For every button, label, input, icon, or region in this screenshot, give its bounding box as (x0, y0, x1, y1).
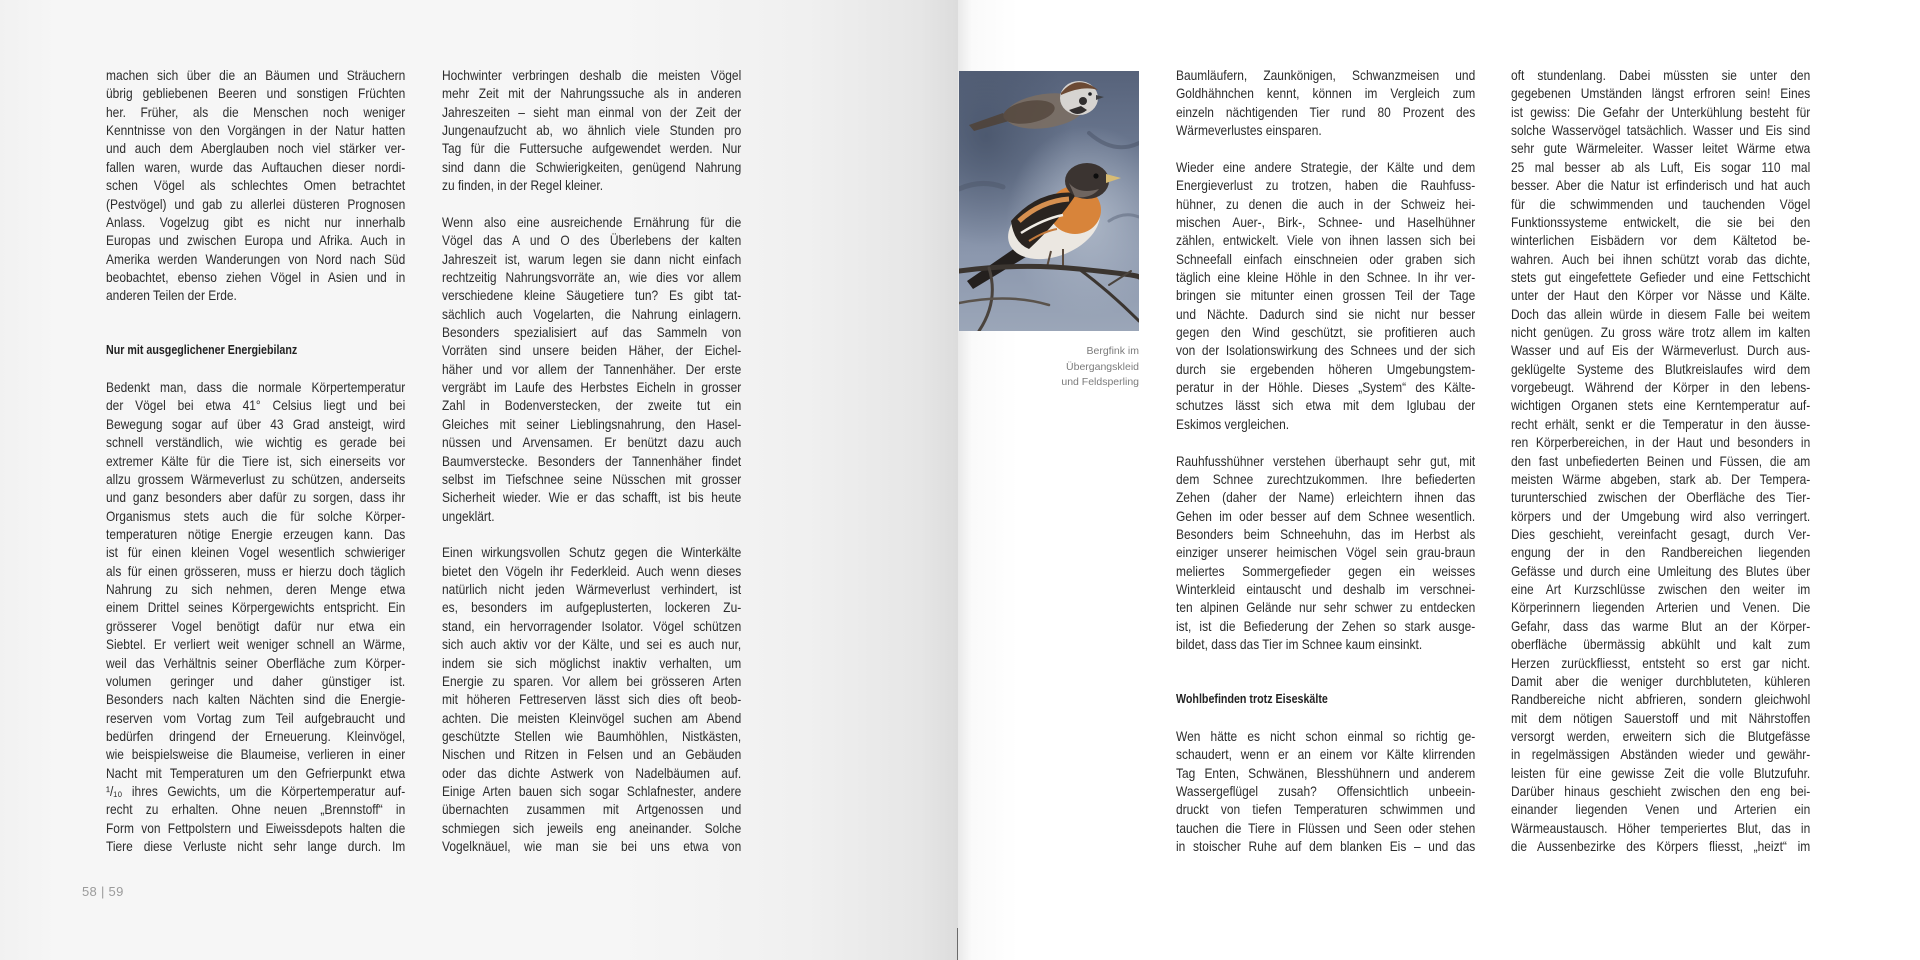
text-line: turunterschied zwischen der Oberfläche des Tier- (1511, 489, 1811, 506)
text-line: machen sich über die an Bäumen und Sträuchern (106, 67, 406, 83)
text-line: den fast unbefiederten Beinen und Füssen, die am (1511, 452, 1811, 469)
text-line: besser. Aber die Natur ist erfinderisch und hat auch (1511, 177, 1811, 194)
text-line: in stoischer Ruhe auf dem blanken Eis – und das (1176, 838, 1476, 855)
text-line: tauchen die Tiere in Flüssen und Seen oder stehen (1176, 819, 1476, 836)
caption-line: Bergfink im (1086, 345, 1139, 357)
text-line: einziger unserer heimischen Vögel sein grau-braun (1176, 544, 1476, 561)
text-line: hühner, zu denen die auch in der Schweiz hei- (1176, 195, 1476, 212)
text-line: Wieder eine andere Strategie, der Kälte und dem (1176, 158, 1476, 175)
text-line: Bewegung sogar auf über 43 Grad ansteigt, wird (106, 415, 406, 432)
text-line: und Nächte. Dadurch sind sie nicht nur besser (1176, 305, 1476, 322)
text-line: die Aussenbezirke des Körpers fliesst, „heizt“ im (1511, 838, 1811, 855)
text-line: Wenn also eine ausreichende Ernährung für die (442, 213, 742, 230)
paragraph (1176, 66, 1475, 139)
text-line: Wärmeverlustes einsparen. (1176, 122, 1322, 139)
text-line: Jahreszeit ist, warum legen sie dann nicht einfach (442, 250, 742, 267)
text-line: peratur in der Höhle. Dieses „System“ des Kälte- (1176, 379, 1476, 396)
text-line: Herzen zurückfliesst, entsteht so erst gar nicht. (1511, 654, 1811, 671)
text-line: Siebtel. Er verliert weit weniger schnell an Wärme, (106, 636, 406, 653)
text-line: (Pestvögel) und gab zu allerlei düsteren Prognosen (106, 195, 406, 212)
text-line: zählen, entwickelt. Viele von ihnen lassen sich bei (1176, 232, 1476, 249)
text-line: Funktionssysteme entwickelt, die sie bei den (1511, 213, 1811, 230)
text-line: schutzes lässt sich etwa mit dem Iglubau der (1176, 397, 1476, 414)
text-line: einander liegenden Venen und Arterien ein (1511, 801, 1811, 818)
text-line: Körperinnern liegenden Arterien und Venen. Die (1511, 599, 1811, 616)
text-line: Organismus stets auch die für solche Körper- (106, 507, 406, 524)
text-line: mit dem nötigen Sauerstoff und mit Nährstoffen (1511, 709, 1811, 726)
paragraph (1176, 158, 1475, 433)
text-line: Doch das allein würde in diesem Falle bei weitem (1511, 305, 1811, 322)
text-line: einem Drittel seines Körpergewichts entspricht. Ein (106, 599, 406, 616)
section-heading: Wohlbefinden trotz Eiseskälte (1176, 692, 1328, 707)
text-line: sich auch aktiv vor der Kälte, und sei es auch nur, (442, 636, 742, 653)
text-line: anderen Teilen der Erde. (106, 287, 237, 304)
text-line: Einen wirkungsvollen Schutz gegen die Winterkälte (442, 544, 742, 561)
text-line: beobachtet, ebenso ziehen Vögel in Asien und in (106, 268, 406, 285)
paragraph (106, 66, 405, 305)
text-line: Europas und zwischen Europa und Afrika. Auch in (106, 232, 406, 249)
text-line: Gefässe und durch eine Umleitung des Blutes über (1511, 562, 1811, 579)
text-line: der Vögel bei etwa 41° Celsius liegt und bei (106, 397, 406, 414)
text-line: winterlichen Eisbädern vor dem Kältetod be- (1511, 232, 1811, 249)
text-line: recht erhält, senkt er die Temperatur in den äusse- (1511, 415, 1811, 432)
text-line: Wen hätte es nicht schon einmal so richtig ge- (1176, 727, 1476, 744)
text-line: schnell verständlich, wie wichtig es gerade bei (106, 434, 406, 451)
text-line: volumen geringer und daher günstiger ist. (106, 672, 406, 689)
text-line: natürlich nicht jeden Wärmeverlust verhindert, ist (442, 581, 742, 598)
text-line: Nischen und Ritzen in Felsen und an Gebäuden (442, 746, 742, 763)
text-line: gegebenen Umständen längst erfroren sein! Eines (1511, 85, 1811, 102)
text-line: achten. Die meisten Kleinvögel suchen am Abend (442, 709, 742, 726)
text-line: Wassergeflügel zusah? Offensichtlich unbeein- (1176, 783, 1476, 800)
text-line: rechtzeitig Nahrungsvorräte an, wie dies vor allem (442, 268, 742, 285)
text-line: Hochwinter verbringen deshalb die meisten Vögel (442, 67, 742, 83)
bird-photo (959, 71, 1139, 331)
text-line: oberfläche übermässig abkühlt und kalt zum (1511, 636, 1811, 653)
text-column (1176, 66, 1475, 855)
text-line: fallen waren, wurde das Auftauchen dieser nordi- (106, 158, 406, 175)
text-line: Dies geschieht, vereinfacht gesagt, durch Ver- (1511, 525, 1811, 542)
text-line: sächlich auch Vogelarten, die Nahrung einlagern. (442, 305, 742, 322)
text-line: Anlass. Vogelzug gibt es nicht nur innerhalb (106, 213, 406, 230)
text-line: Energie zu sparen. Vor allem bei grösseren Arten (442, 672, 742, 689)
text-line: Form von Fettpolstern und Eiweissdepots halten die (106, 819, 406, 836)
text-line: temperaturen nötige Energie erzeugen kann. Das (106, 526, 406, 542)
text-line: schmiegen sich jeweils eng aneinander. Solche (442, 819, 742, 836)
text-line: ist für einen kleinen Vogel wesentlich schwieriger (106, 544, 406, 561)
text-line: Tag für die Futtersuche aufgewendet werden. Nur (442, 140, 742, 157)
text-line: Winterkleid eintauscht und deshalb im verschnei- (1176, 581, 1476, 598)
text-line: und ganz besonders aber dafür zu sorgen, dass ihr (106, 489, 406, 506)
text-line: weil das Verhältnis seiner Oberfläche zum Körper- (106, 654, 406, 671)
text-line: geklügelte Systeme des Blutkreislaufes wird dem (1511, 360, 1811, 377)
text-line: schen Vögel als schlechtes Omen betrachtet (106, 177, 406, 194)
paragraph (1511, 66, 1810, 855)
text-line: engung der in den Randbereichen liegenden (1511, 544, 1811, 561)
text-line: extremer Kälte für die Tiere ist, sich einerseits vor (106, 452, 406, 469)
text-line: durch sie ergebenden höheren Umgebungstem- (1176, 360, 1476, 377)
paragraph (106, 378, 405, 855)
text-line: es, besonders im aufgeplusterten, lockeren Zu- (442, 599, 742, 616)
text-line: Nacht mit Temperaturen um den Gefrierpunkt etwa (106, 764, 406, 781)
text-line: leisten für eine gewisse Zeit die volle Blutzufuhr. (1511, 764, 1811, 781)
text-line: Gehen im oder besser auf dem Schnee wesentlich. (1176, 507, 1476, 524)
text-line: Nahrung zu sich nehmen, deren Menge etwa (106, 581, 406, 598)
paragraph (442, 213, 741, 525)
text-line: ist, ist die Befiederung der Zehen so stark ausge- (1176, 617, 1476, 634)
paragraph (442, 543, 741, 855)
text-line: Amerika werden Wanderungen von Nord nach Süd (106, 250, 406, 267)
text-line: mit höheren Fettreserven lässt sich dies oft beob- (442, 691, 742, 708)
text-line: her. Früher, als die Menschen noch weniger (106, 103, 406, 120)
text-line: Baumverstecke. Besonders der Tannenhäher findet (442, 452, 742, 469)
paragraph (1176, 452, 1475, 654)
text-line: wie beispielsweise die Blaumeise, verlieren in einer (106, 746, 406, 763)
text-line: Schneefall einfach einschneien oder graben sich (1176, 250, 1476, 267)
text-line: oft stundenlang. Dabei müssten sie unter den (1511, 67, 1811, 83)
text-line: Goldhähnchen kennt, können im Vergleich zum (1176, 85, 1476, 102)
text-column (442, 66, 741, 855)
text-line: Energieverlust zu trotzen, haben die Rauhfuss- (1176, 177, 1476, 194)
text-line: 25 mal besser ab als Luft, Eis sogar 110 mal (1511, 158, 1811, 175)
text-line: von der Isolationswirkung des Schnees und der sich (1176, 342, 1476, 359)
text-line: geschützte Stellen wie Baumhöhlen, Nistkästen, (442, 727, 742, 744)
caption-line: und Feldsperling (1061, 376, 1139, 389)
text-line: sind dann die Schwierigkeiten, genügend Nahrung (442, 158, 742, 175)
text-column (1511, 66, 1810, 855)
text-line: Damit aber die weniger durchbluteten, kühleren (1511, 672, 1811, 689)
text-column (106, 66, 405, 855)
text-line: täglich eine kleine Höhle in den Schnee. In ihr ver- (1176, 268, 1476, 285)
text-line: grösserer Vogel benötigt dafür nur etwa ein (106, 617, 406, 634)
text-line: bietet den Vögeln ihr Federkleid. Auch wenn dieses (442, 562, 742, 579)
text-line: ten alpinen Gelände nur sehr schwer zu entdecken (1176, 599, 1476, 616)
text-line: Sicherheit wieder. Wie er das schafft, ist bis heute (442, 489, 742, 506)
text-line: wahren. Auch bei ihnen schützt vorab das dichte, (1511, 250, 1811, 267)
text-line: oder das dichte Astwerk von Nadelbäumen auf. (442, 764, 742, 781)
text-line: recht zu erhalten. Ohne neuen „Brennstoff“ in (106, 801, 406, 818)
text-line: meliertes Sommergefieder gegen ein weisses (1176, 562, 1476, 579)
text-line: solche Wasservögel tatsächlich. Wasser und Eis sind (1511, 122, 1811, 139)
text-line: ist gewiss: Die Gefahr der Unterkühlung besteht für (1511, 103, 1811, 120)
text-line: Vogelknäuel, wie man sie bei uns etwa von (442, 838, 742, 855)
text-line: zu finden, in der Regel kleiner. (442, 177, 604, 194)
caption-line: Übergangskleid (1066, 360, 1139, 373)
text-line: bedürfen dringend der Erneuerung. Kleinvögel, (106, 727, 406, 744)
page-number: 58 | 59 (82, 884, 124, 899)
text-line: als für einen grösseren, muss er hierzu doch täglich (106, 562, 406, 579)
text-line: Tag Enten, Schwänen, Blesshühnern und anderem (1176, 764, 1476, 781)
text-line: stand, ein hervorragender Isolator. Vögel schützen (442, 617, 742, 634)
text-line: Einige Arten bauen sich sogar Schlafnester, andere (442, 783, 742, 800)
text-line: allzu grossem Wärmeverlust zu schützen, anderseits (106, 470, 406, 487)
text-line: und auch dem Aberglauben noch viel stärker ver- (106, 140, 406, 157)
text-line: selbst im Tiefschnee seine Nüsschen mit grosser (442, 470, 742, 487)
text-line: Gleiches mit seiner Lieblingsnahrung, den Hasel- (442, 415, 742, 432)
text-line: vergräbt im Laufe des Herbstes Eicheln in grosser (442, 379, 742, 396)
text-line: dem Schnee zurechtzukommen. Ihre befiederten (1176, 470, 1476, 487)
text-line: einzeln nächtigenden Tier rund 80 Prozent des (1176, 103, 1476, 120)
text-line: häher und vor allem der Tannenhäher. Der erste (442, 360, 742, 377)
text-line: Besonders beim Schneehuhn, das im Herbst als (1176, 525, 1476, 542)
paragraph (1176, 727, 1475, 856)
text-line: Wasser und auf Eis der Wärmeverlust. Durch aus- (1511, 342, 1811, 359)
text-line: Besonders spezialisiert auf das Sammeln von (442, 324, 742, 341)
text-line: Eskimos vergleichen. (1176, 415, 1290, 432)
text-line: mehr Zeit mit der Nahrungssuche als in anderen (442, 85, 742, 102)
text-line: Vögel das A und O des Überlebens der kalten (442, 232, 742, 249)
text-line: Kenntnisse von den Vorgängen in der Natur hatten (106, 122, 406, 139)
text-line: reserven vom Vortag zum Teil aufgebraucht und (106, 709, 406, 726)
text-line: ¹/₁₀ ihres Gewichts, um die Körpertemperatur auf- (106, 783, 406, 800)
bird-photo-image (959, 71, 1139, 331)
text-line: Randbereiche nicht abfrieren, sondern gleichwohl (1511, 691, 1811, 708)
text-line: meisten Wärme abgeben, stark ab. Der Tempera- (1511, 470, 1811, 487)
text-line: unter der Haut den Körper vor Nässe und Kälte. (1511, 287, 1811, 304)
text-line: übrig gebliebenen Beeren und sonstigen Früchten (106, 85, 406, 102)
paragraph (442, 66, 741, 195)
photo-caption (1019, 344, 1139, 391)
text-line: ungeklärt. (442, 507, 495, 524)
text-line: Vorräten sind unsere beiden Häher, der Eichel- (442, 342, 742, 359)
text-line: bringen sie mitunter einen grossen Teil der Tage (1176, 287, 1476, 304)
text-line: bildet, dass das Tier im Schnee kaum einsinkt. (1176, 636, 1423, 653)
text-line: verschiedene kleine Säugetiere tun? Es gibt tat- (442, 287, 742, 304)
section-heading: Nur mit ausgeglichener Energiebilanz (106, 343, 298, 358)
text-line: ren Körperbereichen, in der Haut und besonders in (1511, 434, 1811, 451)
text-line: körpers und der Umgebung wird also verringert. (1511, 507, 1811, 524)
text-line: Besonders nach kalten Nächten sind die Energie- (106, 691, 406, 708)
text-line: vorgebeugt. Während der Körper in den lebens- (1511, 379, 1811, 396)
text-line: wichtigen Organen stets eine Kerntemperatur auf- (1511, 397, 1811, 414)
text-line: Gefahr, dass das warme Blut an der Körper- (1511, 617, 1811, 634)
text-line: indem sie sich möglichst inaktiv verhalten, um (442, 654, 742, 671)
sparrow (969, 81, 1104, 133)
text-line: Tiere diese Verluste nicht sehr lange durch. Im (106, 838, 406, 855)
text-line: Baumläufern, Zaunkönigen, Schwanzmeisen und (1176, 67, 1476, 83)
text-line: druckt von tiefen Temperaturen schwimmen und (1176, 801, 1476, 818)
text-line: Bedenkt man, dass die normale Körpertemperatur (106, 379, 406, 396)
text-line: Jahreszeiten – sieht man einmal von der Zeit der (442, 103, 742, 120)
text-line: eine Art Kurzschlüsse zwischen den weiter im (1511, 581, 1811, 598)
text-line: Zahl in Bodenverstecken, der zweite tut ein (442, 397, 742, 414)
text-line: übernachten zusammen mit Artgenossen und (442, 801, 742, 818)
text-line: in regelmässigen Abständen wieder und gewähr- (1511, 746, 1811, 763)
text-line: gegen den Wind geschützt, sie profitieren auch (1176, 324, 1476, 341)
text-line: Jungenaufzucht ab, wo ähnlich viele Stunden pro (442, 122, 742, 139)
text-line: nüssen und Arvensamen. Er benützt dazu auch (442, 434, 742, 451)
text-line: mischen Auer-, Birk-, Schnee- und Haselhühner (1176, 213, 1476, 230)
text-line: Zehen (daher der Name) erleichtern ihnen das (1176, 489, 1476, 506)
text-line: schaudert, wenn er an einem vor Kälte klirrenden (1176, 746, 1476, 763)
text-line: für die schwimmenden und tauchenden Vögel (1511, 195, 1811, 212)
text-line: Darüber hinaus geschieht zwischen den eng bei- (1511, 783, 1811, 800)
text-line: Wärmeaustausch. Höher temperiertes Blut, das in (1511, 819, 1811, 836)
text-line: sehr gute Wärmeleiter. Wasser leitet Wärme etwa (1511, 140, 1811, 157)
text-line: stets gut eingefettete Gefieder und eine Fettschicht (1511, 268, 1811, 285)
text-line: nicht genügen. Zu gross wäre trotz allem im kalten (1511, 324, 1811, 341)
text-line: Rauhfusshühner verstehen überhaupt sehr gut, mit (1176, 452, 1476, 469)
text-line: versorgt werden, erweitern sich die Blutgefässe (1511, 727, 1811, 744)
book-fold (957, 928, 958, 960)
